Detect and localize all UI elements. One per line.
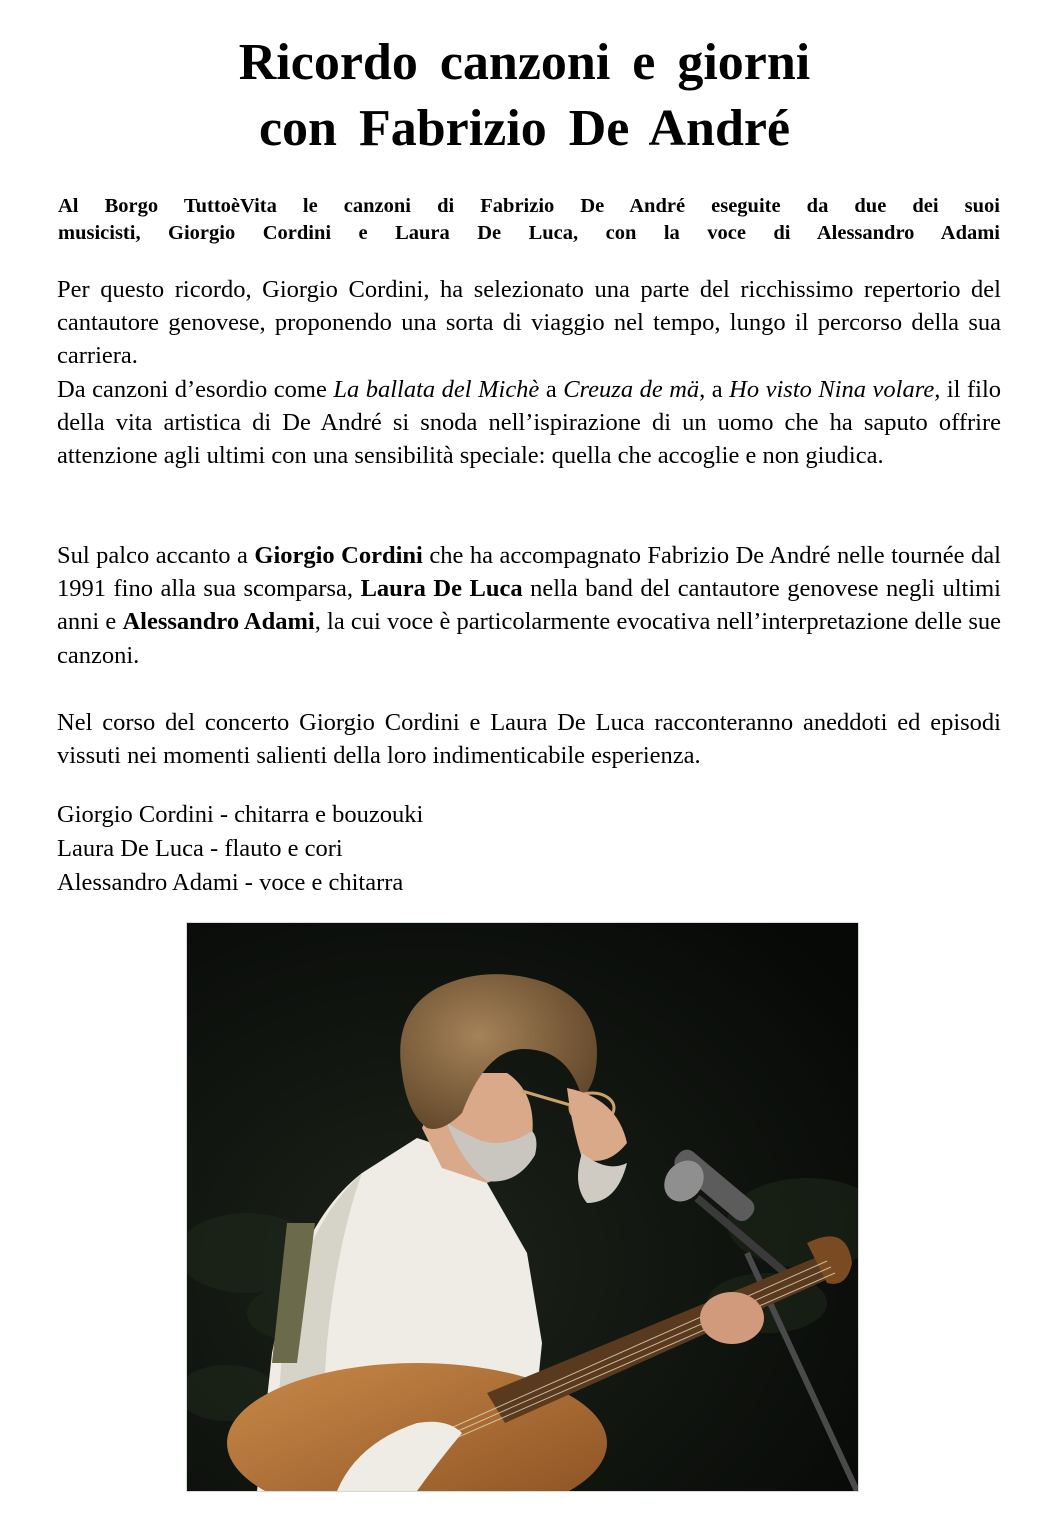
song-title-1: La ballata del Michè <box>333 375 540 403</box>
subtitle-line-2: musicisti, Giorgio Cordini e Laura De Luca, con la voce di Alessandro Adami <box>58 222 1000 244</box>
intro-text-d: a <box>705 375 730 403</box>
paragraph-musicians <box>57 539 1001 672</box>
song-title-3: Ho visto Nina volare, <box>729 375 941 403</box>
song-title-2: Creuza de mä, <box>563 375 706 403</box>
musicians-text-c: nella band del cantautore genovese negli ultimi anni e <box>57 575 1001 636</box>
credit-line: Laura De Luca - flauto e cori <box>57 835 343 862</box>
intro-text-a: Per questo ricordo, Giorgio Cordini, ha selezionato una parte del ricchissimo repertorio del cantautore genovese, proponendo una sorta di viaggio nel tempo, lungo il percorso della sua carriera. <box>57 276 1001 370</box>
musicians-text-b: che ha accompagnato Fabrizio De André nelle tournée dal 1991 fino alla sua scomparsa, <box>57 542 1001 603</box>
subtitle <box>58 193 1000 247</box>
title-line-1: Ricordo canzoni e giorni <box>238 34 811 91</box>
intro-text-b: Da canzoni d’esordio come <box>57 375 334 403</box>
intro-text-e: il filo della vita artistica di De André si snoda nell’ispirazione di un uomo che ha saputo offrire attenzione agli ultimi con una sensibilità speciale: quella che accoglie e non giudica. <box>57 375 1002 470</box>
musician-photo <box>186 922 859 1492</box>
musician-name-2: Laura De Luca <box>360 575 523 603</box>
title-line-2: con Fabrizio De André <box>258 100 791 157</box>
credit-line: Alessandro Adami - voce e chitarra <box>57 869 404 896</box>
fretting-hand <box>700 1292 764 1344</box>
intro-text-c: a <box>539 375 564 403</box>
musicians-text-a: Sul palco accanto a <box>57 542 255 569</box>
credits-list <box>57 798 1001 900</box>
page-title <box>0 30 1049 162</box>
subtitle-line-1: Al Borgo TuttoèVita le canzoni di Fabrizio De André eseguite da due dei suoi <box>58 195 1000 217</box>
musician-photo-illustration <box>187 923 858 1491</box>
concert-text: Nel corso del concerto Giorgio Cordini e Laura De Luca racconteranno aneddoti ed episodi vissuti nei momenti salienti della loro indimenticabile esperienza. <box>57 709 1001 770</box>
musician-name-3: Alessandro Adami <box>122 608 315 636</box>
paragraph-concert <box>57 706 1001 772</box>
musicians-text-d: , la cui voce è particolarmente evocativa nell’interpretazione delle sue canzoni. <box>57 608 1002 669</box>
credit-line: Giorgio Cordini - chitarra e bouzouki <box>57 801 424 828</box>
musician-name-1: Giorgio Cordini <box>254 542 423 569</box>
paragraph-intro <box>57 273 1001 472</box>
